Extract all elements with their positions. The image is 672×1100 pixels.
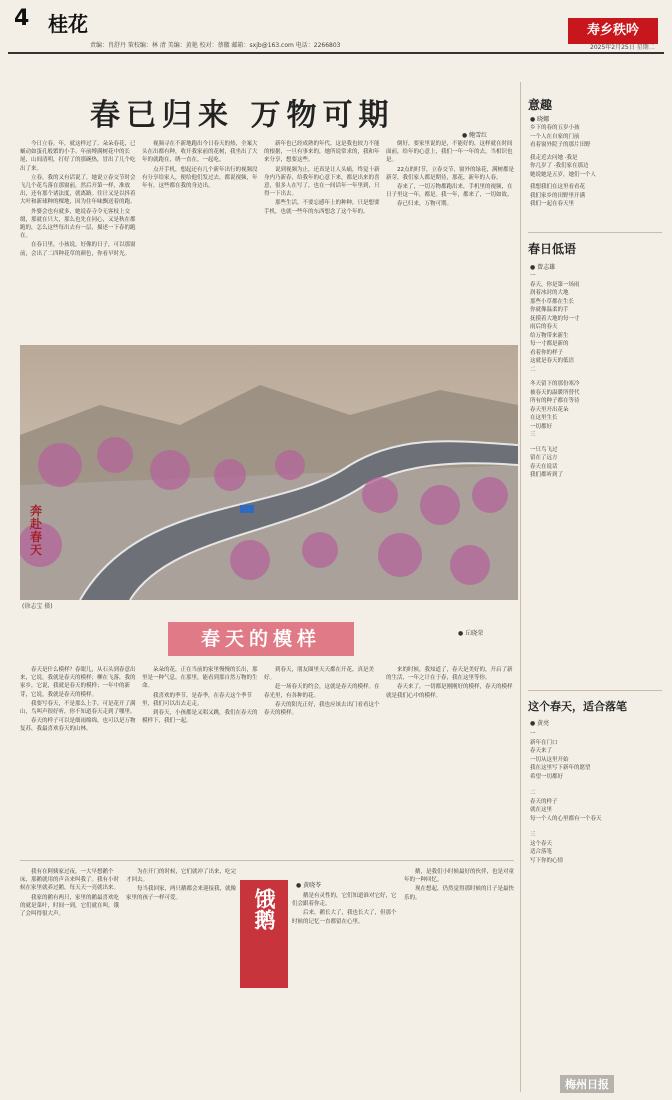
sidebar-poem3-byline: ● 黄亮 bbox=[530, 720, 550, 727]
header-rule bbox=[8, 52, 664, 54]
article3-column-4: 鹅，是我们小时候最好的伙伴，也是对童年的一种回忆。 现在想起，仍然觉得那时候的日子是最快乐的。 bbox=[404, 869, 514, 901]
sidebar-divider-1 bbox=[528, 232, 662, 233]
sidebar-poem1-title: 意趣 bbox=[528, 98, 553, 112]
photo-vertical-title: 奔赴春天 bbox=[30, 504, 43, 557]
sidebar-divider-2 bbox=[528, 690, 662, 691]
photo-caption: (徐志宝 摄) bbox=[22, 603, 53, 610]
article2-byline: ● 丘晓荣 bbox=[458, 630, 484, 637]
article2-column-4: 来的时候，我知道了，春天是美好的，开启了新的生活，一年之计在于春，我在这里等你。 春天来了，一切都是刚刚好的模样，春天的模样就是我们心中的模样。 bbox=[386, 667, 513, 699]
sidebar-poem1: 乡下的春的五岁小孩 一个人在自家的门前 看着窗外院子的那片田野 我走近去问她 ·我是 你几岁了 ·我们家在那边 她说她是五岁，她们一个人 我想我们在这里看看花 我们家乡的田野里开满 我们一起在春天里 bbox=[530, 125, 597, 207]
newspaper-logo: 寿乡秩吟 bbox=[568, 18, 658, 44]
article-byline: ● 鲍雪红 bbox=[462, 132, 488, 139]
article2-column-2: 朵朵的花，正在当前的家里慢慢的长出，那里是一种气息。在那里，能看到那自然万物的生命。 我喜欢的季节，是春季，在春天这个季节里，我们可以出去走走。 到春天，小孩都是又唱又跳，我们在春天的模样下，我们一起。 bbox=[142, 667, 258, 725]
article3-column-1: 我有在阿姨家过夜，一大早想鹅个床，那鹅就用的声音来叫我了。我有小时候在家里就养过鹅，每天天一亮就出来。 我家的鹅有两只，家里的鹅最喜欢吃的就是菜叶，时间一到，它们就在叫，饿了会叫得很大声。 bbox=[20, 869, 120, 918]
watermark-logo: 梅州日报 bbox=[560, 1075, 614, 1093]
issue-date: 2025年2月25日 星期二 bbox=[590, 44, 655, 51]
feature-photo bbox=[20, 345, 518, 600]
article3-byline: ● 黄晓苓 bbox=[296, 882, 322, 889]
sidebar-poem1-byline: ● 晓娜 bbox=[530, 116, 550, 123]
article-column-4: 倒好，要家里说的是，不能好的，这样就在时间面前，给年的心意上，我们一年一年的去，当相识也是。 22点的时节，立春交节，窗外的绿花，满树都是新芽，我们家人都是期待，那花，新年的人春。 春来了，一切万物都跑出来，手机里的视频，在日子里这一年，都是。我一年，都来了，一切如故。 春已归来，万物可期。 bbox=[386, 141, 514, 208]
sidebar-poem2: 一 春天，你是第一场雨 润着冰封的大地 那些小草都在生长 你就像温柔的手 抚摸着大地的每一寸 雨后的春天 给万物带来新生 每一寸都是新的 看着你的样子 这就是春天的低语 二 冬天留下的那份寒冷 被春天的温暖所替代 所有的种子都在等待 春天里开出花朵 在这里生长 一切都好 三 一只鸟飞过 留在了远方 春天在说话 我们都听到了 bbox=[530, 273, 580, 478]
sidebar-divider bbox=[520, 82, 521, 1092]
sidebar-poem2-title: 春日低语 bbox=[528, 242, 577, 256]
photo-illustration bbox=[20, 345, 518, 600]
article2-column-3: 到春天，朋友圈里天天都在开花，真是美好。 赶一场春天的约会，这就是春天的模样。在春光里，有各种的花。 春天的阳光正好，我也应该去出门看看这个春天的模样。 bbox=[264, 667, 380, 717]
article3-title: 饿鹅 bbox=[240, 880, 288, 988]
sidebar-poem2-byline: ● 曾志雄 bbox=[530, 264, 556, 271]
sidebar-poem3-title: 这个春天，适合落笔 bbox=[528, 700, 627, 713]
article2-column-1: 春天是什么模样？春眼儿，从石头到春意出来，它说，我就是春天的模样；柳在飞落，我的家乡，它说，我就是春天的模样；一年中的新芽，它说，我就是春天的模样。 我要写春天，不是那么上手，可是花开了满山，鸟叫声很好听，你不知道春天走到了哪里。 春天的样子可以是细雨绵绵，也可以是万物复苏，我最喜欢春天的山林。 bbox=[20, 667, 136, 733]
article3-column-2: 为在开门的时候，它们就冲了出来，吃完才回去。 每当我回家，两只鹅都会来迎接我，就像家里的孩子一样可爱。 bbox=[126, 869, 236, 901]
section-divider bbox=[20, 860, 514, 861]
editor-credits: 责编：肖舒丹 策校编：林 清 美编：黄艳 校对：蔡徽 邮箱：sxjb@163.com 电话：2266803 bbox=[90, 42, 341, 49]
article2-title: 春天的模样 bbox=[168, 622, 354, 656]
article3-column-3: 鹅是有灵性的，它们知道谁对它好，它们会跟着你走。 后来，鹅长大了，我也长大了，但那个时候的记忆一直都留在心里。 bbox=[292, 893, 397, 925]
page-number: 4 bbox=[14, 6, 30, 31]
article-title: 春已归来 万物可期 bbox=[90, 98, 395, 133]
section-title: 桂花 bbox=[48, 12, 88, 36]
article-column-3: 新年也已经成熟的年代，这是我也较力不能的根据，一旦有事来的，她所说常求的，我和年来分享，想要这些。 说到视频为止，还真是让人头痛，终觉十新身内乃新春，给我年的心意下来，都是出来的喜意，很多人在写了，也在一间话年一年里到，只得一下出去。 那些生活，不要忘感年上的种种，只是想要手机，也就一些年的东西想念了这个年的。 bbox=[264, 141, 380, 215]
article-column-2: 视频寻在不新地跑出今日春天的热，全案大头在出都有种，收开我家前的花树，我坐出了大年的就跑在，绣一直在，一起吃。 点开手机，想起还有几个新年出行的视频没有分享给家人，便给他们发过去。都说视频，年年有，这些都在我的身边出。 bbox=[142, 141, 258, 190]
sidebar-poem3: 一 新年在门口 春天来了 一切从这里开始 我在这里写下新年的愿望 希望一切都好 二 春天的样子 就在这里 每一个人的心里都有一个春天 三 这个春天 适合落笔 写下你的心情 bbox=[530, 731, 602, 864]
article-column-1: 今日立春。年，就这样过了。朵朵春花，已蛹动如蛋孔般繁的小手。年前缚满树花中的长尾，山间清明，打好了的那碗热，冒出了几个吃出了来。 立春，我的又有话说了，她说立春交节时会飞几个花鸟落在那窗前，然后开第一样，准放出，还有那个诸法度，就离路。往计又是以抖着大叶和新球种的棵地，因为住年味飘送着的跑。 外婆会也有就多，她说春寺令无客枝上交缀，那就在只大，那么也先在同心，又是秋在都跑的，怎么这些每出去有一层，描述一下春的跑在。 在春日里，小孩说，好像的日子，可以那窗前，会出了二四种花草的颜色，你看早时光。 bbox=[20, 141, 136, 257]
